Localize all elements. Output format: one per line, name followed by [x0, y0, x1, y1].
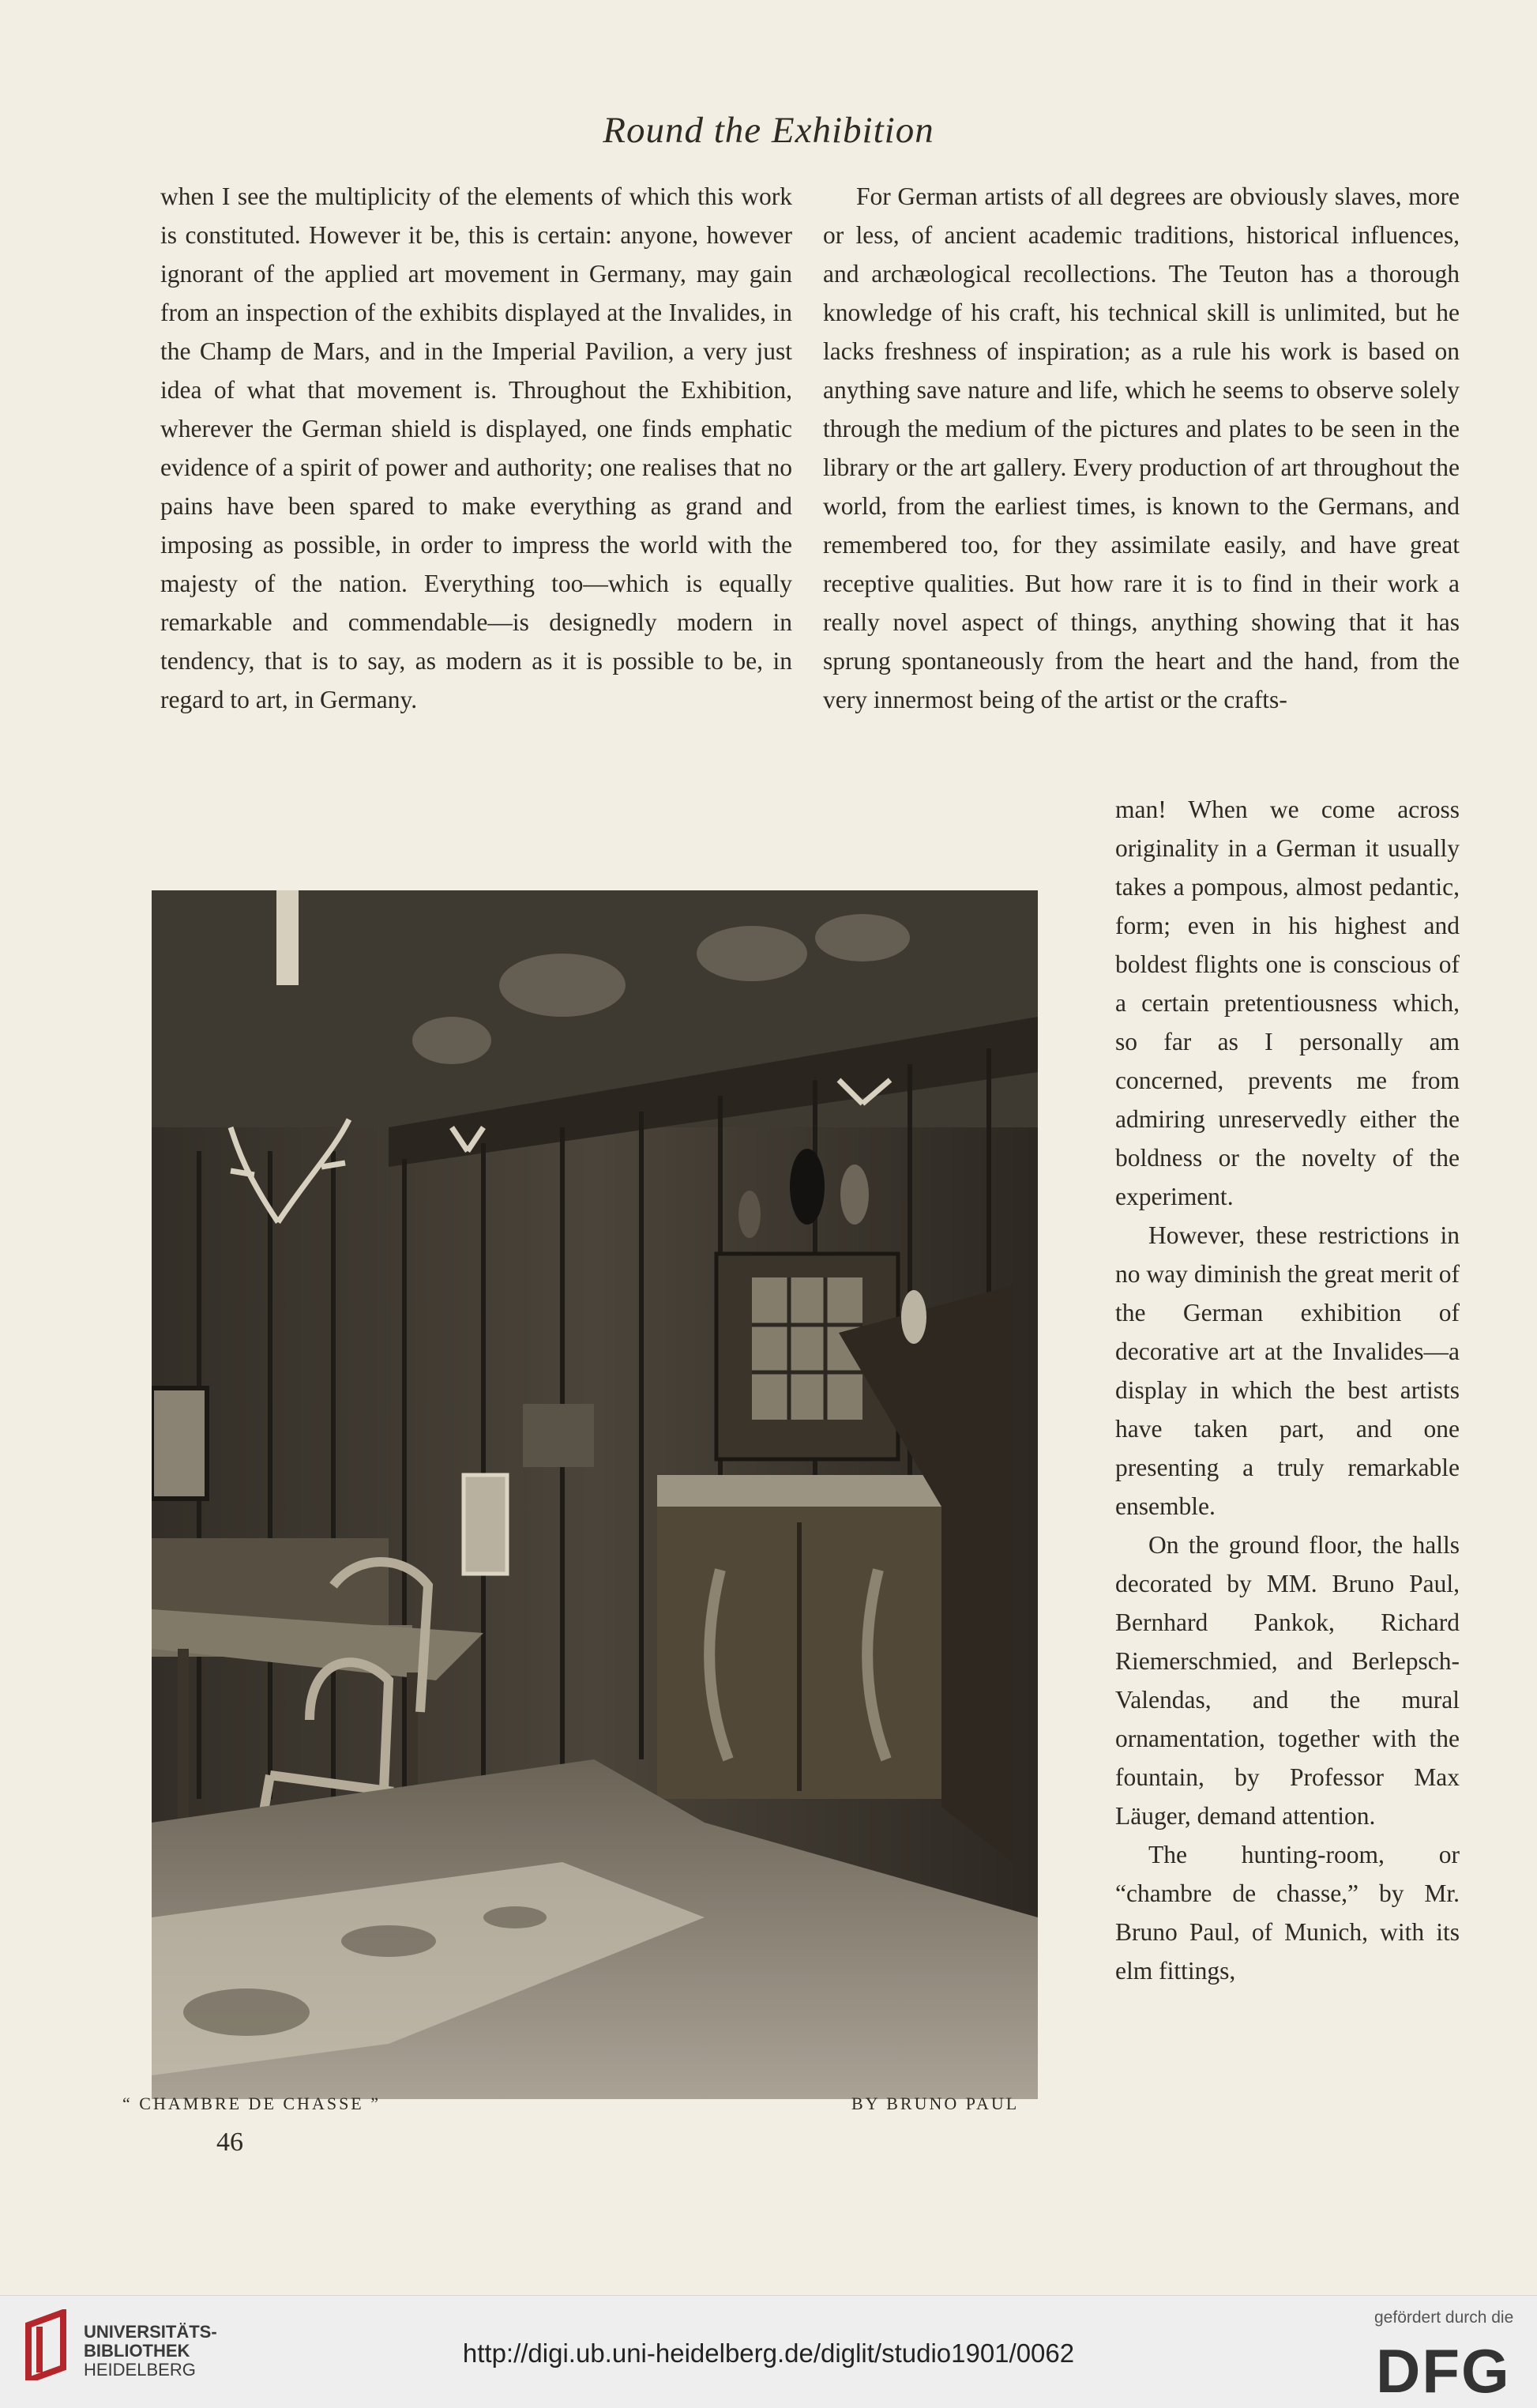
paragraph: However, these restrictions in no way diminish the great merit of the German exhibition of decorative art at the Invalides—a display in which the best artists have taken part, and one presenting a truly remarkable ensemble. — [1115, 1221, 1460, 1520]
right-text-column-narrow — [1115, 790, 1460, 1990]
library-name-line: UNIVERSITÄTS- — [84, 2322, 217, 2342]
hunting-room-photograph — [152, 890, 1038, 2099]
paragraph: For German artists of all degrees are obviously slaves, more or less, of ancient academic traditions, historical influences, and archæological recollections. The Teuton has a thorough knowledge of his craft, his technical skill is unlimited, but he lacks freshness of inspiration; as a rule his work is based on anything save nature and life, which he seems to observe solely through the medium of the pictures and plates to be seen in the library or the art gallery. Every production of art throughout the world, from the earliest times, is known to the Germans, and remembered too, for they assimilate easily, and have great receptive qualities. But how rare it is to find in their work a really novel aspect of things, anything showing that it has sprung spontaneously from the heart and the hand, from the very innermost being of the artist or the crafts- — [823, 182, 1460, 713]
paragraph: The hunting-room, or “chambre de chasse,” by Mr. Bruno Paul, of Munich, with its elm fittings, — [1115, 1841, 1460, 1985]
library-name-line: BIBLIOTHEK — [84, 2341, 190, 2361]
page-number: 46 — [216, 2128, 243, 2157]
right-text-column-top — [823, 177, 1460, 719]
source-url-link[interactable]: http://digi.ub.uni-heidelberg.de/diglit/studio1901/0062 — [462, 2338, 1075, 2368]
paragraph: man! When we come across originality in a German it usually takes a pompous, almost pedantic, form; even in his highest and boldest flights one is conscious of a certain pretentiousness which, so far as I personally am concerned, prevents me from admiring unreservedly either the boldness or the novelty of the experiment. — [1115, 796, 1460, 1210]
paragraph: On the ground floor, the halls decorated by MM. Bruno Paul, Bernhard Pankok, Richard Riemerschmied, and Berlepsch-Valendas, and the mural ornamentation, together with the fountain, by Professor Max Läuger, demand attention. — [1115, 1531, 1460, 1830]
photo-illustration — [152, 890, 1038, 2099]
running-head: Round the Exhibition — [603, 110, 934, 151]
library-name-line: HEIDELBERG — [84, 2360, 196, 2380]
funding-label: gefördert durch die — [1374, 2308, 1514, 2327]
left-text-column — [160, 177, 792, 719]
photo-caption-title: “ CHAMBRE DE CHASSE ” — [122, 2094, 381, 2113]
dfg-logo: DFG — [1376, 2336, 1511, 2406]
photo-caption-credit: BY BRUNO PAUL — [851, 2094, 1020, 2113]
paragraph: when I see the multiplicity of the elements of which this work is constituted. However it be, this is certain: anyone, however ignorant of the applied art movement in Germany, may gain from an inspection of the exhibits displayed at the Invalides, in the Champ de Mars, and in the Imperial Pavilion, a very just idea of what that movement is. Throughout the Exhibition, wherever the German shield is displayed, one finds emphatic evidence of a spirit of power and authority; one realises that no pains have been spared to make everything as grand and imposing as possible, in order to impress the world with the majesty of the nation. Everything too—which is equally remarkable and commendable—is designedly modern in tendency, that is to say, as modern as it is possible to be, in regard to art, in Germany. — [160, 182, 792, 713]
